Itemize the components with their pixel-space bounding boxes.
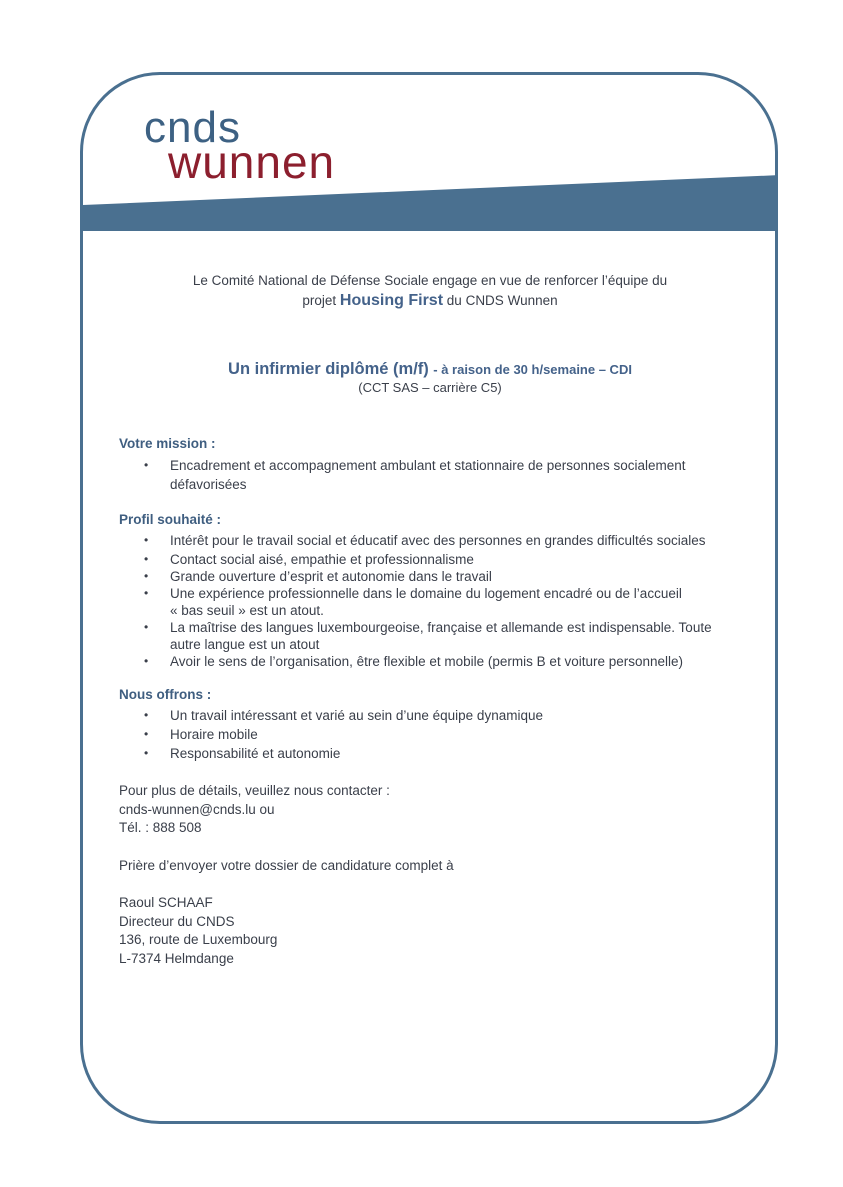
list-item-line: Responsabilité et autonomie bbox=[170, 746, 341, 761]
list-item bbox=[119, 585, 749, 619]
list-item bbox=[119, 568, 749, 585]
list-item-line: Une expérience professionnelle dans le domaine du logement encadré ou de l’accueil bbox=[170, 586, 682, 601]
list-item bbox=[119, 532, 749, 549]
list-item-line: Avoir le sens de l’organisation, être flexible et mobile (permis B et voiture personnelle) bbox=[170, 654, 684, 669]
list-item-line: Contact social aisé, empathie et professionnalisme bbox=[170, 552, 474, 567]
list-item bbox=[119, 707, 749, 724]
list-item-line: défavorisées bbox=[170, 477, 247, 492]
project-name: Housing First bbox=[339, 292, 444, 309]
list-item bbox=[119, 551, 749, 568]
list-item-line: « bas seuil » est un atout. bbox=[170, 603, 324, 618]
list-item-line: La maîtrise des langues luxembourgeoise, française et allemande est indispensable. Toute bbox=[170, 620, 712, 635]
job-subtitle: (CCT SAS – carrière C5) bbox=[358, 380, 502, 395]
mission-list bbox=[119, 457, 749, 493]
list-item bbox=[119, 726, 749, 743]
list-item-line: autre langue est un atout bbox=[170, 637, 320, 652]
bullet-icon: • bbox=[144, 727, 149, 741]
bullet-icon: • bbox=[144, 746, 149, 760]
profil-heading: Profil souhaité : bbox=[119, 512, 222, 527]
list-item bbox=[119, 745, 749, 762]
profil-list bbox=[119, 532, 749, 670]
intro-prefix: projet bbox=[302, 293, 337, 308]
bullet-icon: • bbox=[144, 586, 149, 600]
apply-text: Prière d’envoyer votre dossier de candidature complet à bbox=[119, 858, 454, 873]
logo-text-wunnen: wunnen bbox=[168, 136, 336, 188]
contact-phone: Tél. : 888 508 bbox=[119, 820, 202, 835]
bullet-icon: • bbox=[144, 654, 149, 668]
mission-heading: Votre mission : bbox=[119, 436, 216, 451]
offre-list bbox=[119, 707, 749, 762]
list-item-line: Grande ouverture d’esprit et autonomie dans le travail bbox=[170, 569, 492, 584]
contact-email[interactable]: cnds-wunnen@cnds.lu ou bbox=[119, 801, 275, 817]
bullet-icon: • bbox=[144, 533, 149, 547]
list-item bbox=[119, 653, 749, 670]
address-city: L-7374 Helmdange bbox=[119, 950, 234, 966]
contact-intro: Pour plus de détails, veuillez nous contacter : bbox=[119, 783, 390, 798]
logo-text-cnds: cnds bbox=[144, 103, 241, 152]
job-title: Un infirmier diplômé (m/f) bbox=[228, 360, 429, 378]
offre-heading: Nous offrons : bbox=[119, 687, 212, 702]
job-terms: - à raison de 30 h/semaine – CDI bbox=[433, 362, 632, 377]
bullet-icon: • bbox=[144, 620, 149, 634]
address-role: Directeur du CNDS bbox=[119, 913, 235, 929]
list-item-line: Intérêt pour le travail social et éducatif avec des personnes en grandes difficultés sociales bbox=[170, 533, 706, 548]
list-item-line: Encadrement et accompagnement ambulant et stationnaire de personnes socialement bbox=[170, 458, 686, 473]
intro-line-1: Le Comité National de Défense Sociale engage en vue de renforcer l’équipe du bbox=[192, 273, 668, 288]
list-item-line: Horaire mobile bbox=[170, 727, 258, 742]
intro-line-2 bbox=[140, 291, 720, 311]
bullet-icon: • bbox=[144, 458, 149, 472]
job-heading bbox=[140, 360, 720, 397]
list-item bbox=[119, 457, 749, 493]
bullet-icon: • bbox=[144, 569, 149, 583]
list-item bbox=[119, 619, 749, 653]
bullet-icon: • bbox=[144, 708, 149, 722]
address-street: 136, route de Luxembourg bbox=[119, 932, 278, 947]
bullet-icon: • bbox=[144, 552, 149, 566]
intro-suffix: du CNDS Wunnen bbox=[446, 293, 558, 308]
address-name: Raoul SCHAAF bbox=[119, 895, 213, 910]
address-block bbox=[119, 894, 277, 968]
list-item-line: Un travail intéressant et varié au sein d’une équipe dynamique bbox=[170, 708, 543, 723]
contact-block bbox=[119, 782, 390, 838]
intro-paragraph bbox=[140, 271, 720, 311]
